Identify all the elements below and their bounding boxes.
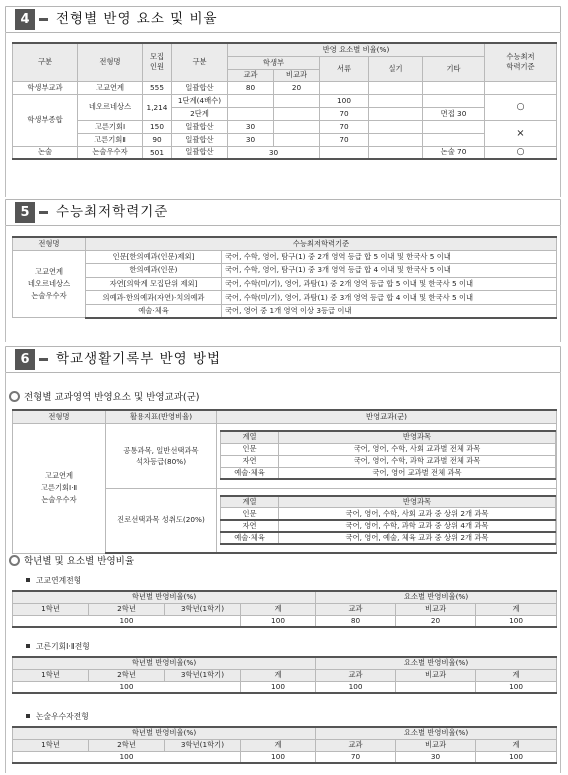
table-label	[26, 712, 89, 722]
cell: 80	[316, 615, 396, 627]
hdr-sil: 실기	[369, 56, 423, 81]
cell	[423, 81, 485, 94]
cell: 2단계	[172, 107, 228, 120]
cell: 국어, 수학(미/기), 영어, 과탐(1) 중 3개 영역 등급 합 4 이내 및 한국사 5 이내	[222, 291, 557, 305]
cell	[228, 94, 274, 107]
hdr-element-ratio: 요소별 반영비율(%)	[316, 657, 557, 669]
cell: 한의예과(인문)	[86, 264, 222, 278]
cell: 인문	[221, 508, 279, 520]
cell: 일괄합산	[172, 146, 228, 159]
hdr-jh: 전형명	[13, 410, 106, 423]
hdr-jh: 전형명	[78, 43, 143, 81]
cell: 논술우수자	[78, 146, 143, 159]
hdr-sum: 계	[241, 603, 316, 615]
cell: 국어, 영어, 예술, 체육 교과 중 상위 2개 과목	[279, 532, 556, 544]
square-bullet-icon	[26, 578, 30, 582]
cell: 진로선택과목 성취도(20%)	[106, 488, 217, 553]
label: 논술우수자전형	[36, 712, 89, 721]
hdr-element-ratio: 요소별 반영비율(%)	[316, 591, 557, 603]
table-row	[221, 532, 556, 544]
section-dash	[39, 18, 48, 21]
cell: 국어, 수학(미/기), 영어, 과탐(1) 중 2개 영역 등급 합 5 이내 및 한국사 5 이내	[222, 277, 557, 291]
section-title: 학교생활기록부 반영 방법	[56, 351, 222, 367]
hdr-seo: 서류	[320, 56, 369, 81]
cell: 고교연계	[78, 81, 143, 94]
cell	[274, 120, 320, 133]
cell: 자연[의학계 모집단위 제외]	[86, 277, 222, 291]
cell: 100	[476, 615, 557, 627]
cell	[274, 94, 320, 107]
section-number: 4	[15, 9, 35, 30]
hdr-y3: 3학년(1학기)	[165, 603, 241, 615]
subsection-title	[9, 391, 200, 404]
hdr-gita: 기타	[423, 56, 485, 81]
section-number: 5	[15, 202, 35, 223]
cell: 30	[228, 133, 274, 146]
hdr-indicator: 활용지표(반영비율)	[106, 410, 217, 423]
cell	[423, 120, 485, 133]
hdr-hsb: 학생부	[228, 56, 320, 69]
cell	[423, 94, 485, 107]
section-4-header	[5, 6, 561, 33]
label: 고른기회Ⅰ·Ⅱ전형	[36, 642, 90, 651]
hdr-element-ratio: 요소별 반영비율(%)	[316, 727, 557, 739]
cell: 자연	[221, 455, 279, 467]
cell	[217, 423, 557, 488]
hdr-gyo: 교과	[316, 669, 396, 681]
table-row	[13, 751, 557, 763]
cell: 100	[316, 681, 396, 693]
circle-bullet-icon	[9, 555, 20, 566]
cell: 공통과목, 일반선택과목 석차등급(80%)	[106, 423, 217, 488]
cell: 국어, 수학, 영어, 탐구(1) 중 3개 영역 등급 합 4 이내 및 한국사 5 이내	[222, 264, 557, 278]
hdr-sum2: 계	[476, 603, 557, 615]
hdr-bigyo: 비교과	[396, 739, 476, 751]
hdr-gubun: 구분	[13, 43, 78, 81]
table-row	[13, 264, 557, 278]
cell: 국어, 수학, 영어, 탐구(1) 중 2개 영역 등급 합 5 이내 및 한국사 5 이내	[222, 250, 557, 264]
section-5-header	[5, 199, 561, 226]
cell	[217, 488, 557, 553]
csat-mark: ○	[485, 94, 557, 120]
cell: 150	[143, 120, 172, 133]
table-row	[13, 133, 557, 146]
hdr-sum: 계	[241, 739, 316, 751]
hdr-sum2: 계	[476, 739, 557, 751]
section-number: 6	[15, 349, 35, 370]
cell: 일괄합산	[172, 81, 228, 94]
subject-area-table	[12, 409, 557, 554]
csat-mark: ×	[485, 120, 557, 146]
cell: 국어, 영어, 수학, 과학 교과 중 상위 4개 과목	[279, 520, 556, 532]
cell: 100	[320, 94, 369, 107]
hdr-sum2: 계	[476, 669, 557, 681]
table-row	[13, 120, 557, 133]
table-row	[13, 277, 557, 291]
section-6-header	[5, 346, 561, 373]
square-bullet-icon	[26, 644, 30, 648]
cell: 70	[320, 120, 369, 133]
cell: 인문	[221, 443, 279, 455]
hdr-subject: 반영과목	[279, 431, 556, 443]
cell: 100	[13, 751, 241, 763]
ratio-table	[12, 726, 557, 764]
hdr-mojip: 모집 인원	[143, 43, 172, 81]
cell	[274, 133, 320, 146]
hdr-y1: 1학년	[13, 603, 89, 615]
hdr-year-ratio: 학년별 반영비율(%)	[13, 727, 316, 739]
cell	[274, 107, 320, 120]
hdr-y1: 1학년	[13, 669, 89, 681]
cell: 100	[476, 751, 557, 763]
subsection-title	[9, 555, 134, 568]
cell: 70	[316, 751, 396, 763]
cell: 고른기회Ⅰ	[78, 120, 143, 133]
table-row	[221, 443, 556, 455]
table-row	[13, 681, 557, 693]
hdr-bigyo: 비교과	[396, 669, 476, 681]
cell: 고른기회Ⅱ	[78, 133, 143, 146]
cell: 예술·체육	[221, 532, 279, 544]
section-rule	[5, 373, 6, 773]
cell: 1,214	[143, 94, 172, 120]
cell: 555	[143, 81, 172, 94]
cell: 자연	[221, 520, 279, 532]
hdr-year-ratio: 학년별 반영비율(%)	[13, 657, 316, 669]
cell	[396, 681, 476, 693]
cell: 논술 70	[423, 146, 485, 159]
cell: 1단계(4배수)	[172, 94, 228, 107]
section-rule	[560, 373, 561, 773]
cell: 70	[320, 107, 369, 120]
cell	[423, 133, 485, 146]
hdr-gyo: 교과	[316, 739, 396, 751]
hdr-bigyo: 비교과	[274, 69, 320, 81]
hdr-gyo: 교과	[228, 69, 274, 81]
circle-bullet-icon	[9, 391, 20, 402]
cell	[228, 107, 274, 120]
cell: 20	[396, 615, 476, 627]
hdr-gyeyeol: 계열	[221, 431, 279, 443]
cell: 의예과·한의예과(자연)·치의예과	[86, 291, 222, 305]
section-title: 전형별 반영 요소 및 비율	[56, 11, 218, 27]
hdr-gubun2: 구분	[172, 43, 228, 81]
cell: 100	[241, 751, 316, 763]
table-label	[26, 576, 81, 586]
hdr-y3: 3학년(1학기)	[165, 669, 241, 681]
section-rule	[560, 33, 561, 197]
square-bullet-icon	[26, 714, 30, 718]
cell: 학생부종합	[13, 94, 78, 146]
cell	[369, 120, 423, 133]
cell	[320, 146, 369, 159]
csat-mark: ○	[485, 146, 557, 159]
section-title: 수능최저학력기준	[56, 204, 169, 220]
hdr-y3: 3학년(1학기)	[165, 739, 241, 751]
cell	[369, 107, 423, 120]
hdr-csat: 수능최저학력기준	[86, 237, 557, 250]
cell: 인문[한의예과(인문)제외]	[86, 250, 222, 264]
hdr-subject: 반영과목	[279, 496, 556, 508]
table-row	[221, 467, 556, 479]
cell: 20	[274, 81, 320, 94]
hdr-y2: 2학년	[89, 669, 165, 681]
table-row	[13, 81, 557, 94]
cell: 100	[241, 615, 316, 627]
cell: 국어, 영어, 수학, 사회 교과 중 상위 2개 과목	[279, 508, 556, 520]
table-row	[13, 291, 557, 305]
table-row	[13, 250, 557, 264]
hdr-jh: 전형명	[13, 237, 86, 250]
hdr-bigyo: 비교과	[396, 603, 476, 615]
cell: 100	[241, 681, 316, 693]
hdr-csat: 수능최저 학력기준	[485, 43, 557, 81]
table-row	[13, 146, 557, 159]
cell: 100	[13, 615, 241, 627]
cell	[320, 81, 369, 94]
cell: 100	[476, 681, 557, 693]
cell: 90	[143, 133, 172, 146]
cell: 예술·체육	[221, 467, 279, 479]
cell	[485, 81, 557, 94]
selection-ratio-table	[12, 42, 557, 160]
table-row	[13, 615, 557, 627]
cell	[369, 94, 423, 107]
hdr-ratio: 반영 요소별 비율(%)	[228, 43, 485, 56]
subsection-label: 전형별 교과영역 반영요소 및 반영교과(군)	[24, 392, 200, 403]
label: 고교연계전형	[36, 576, 82, 585]
table-label	[26, 642, 90, 652]
subsection-label: 학년별 및 요소별 반영비율	[24, 556, 135, 567]
hdr-sum: 계	[241, 669, 316, 681]
cell: 면접 30	[423, 107, 485, 120]
section-rule	[5, 33, 6, 197]
cell: 70	[320, 133, 369, 146]
ratio-table	[12, 656, 557, 694]
table-row	[221, 520, 556, 532]
cell: 100	[13, 681, 241, 693]
table-row	[13, 94, 557, 107]
cell: 국어, 영어 교과별 전체 과목	[279, 467, 556, 479]
cell: 고교연계 고른기회Ⅰ·Ⅱ 논술우수자	[13, 423, 106, 553]
section-dash	[39, 358, 48, 361]
table-row	[13, 304, 557, 318]
inner-subject-table	[220, 430, 556, 480]
csat-minimum-table	[12, 236, 557, 319]
cell: 고교연계 네오르네상스 논술우수자	[13, 250, 86, 318]
hdr-year-ratio: 학년별 반영비율(%)	[13, 591, 316, 603]
cell: 국어, 영어, 수학, 사회 교과별 전체 과목	[279, 443, 556, 455]
cell: 30	[396, 751, 476, 763]
cell: 국어, 영어 중 1개 영역 이상 3등급 이내	[222, 304, 557, 318]
table-row	[13, 423, 557, 488]
hdr-y2: 2학년	[89, 739, 165, 751]
inner-subject-table	[220, 495, 556, 545]
cell	[369, 146, 423, 159]
hdr-gyo: 교과	[316, 603, 396, 615]
cell: 네오르네상스	[78, 94, 143, 120]
section-rule	[5, 226, 6, 342]
section-rule	[560, 226, 561, 342]
cell: 80	[228, 81, 274, 94]
table-row	[221, 455, 556, 467]
hdr-y2: 2학년	[89, 603, 165, 615]
hdr-y1: 1학년	[13, 739, 89, 751]
cell: 501	[143, 146, 172, 159]
cell: 30	[228, 120, 274, 133]
section-dash	[39, 211, 48, 214]
cell	[369, 133, 423, 146]
cell: 일괄합산	[172, 120, 228, 133]
table-row	[221, 508, 556, 520]
cell: 예술·체육	[86, 304, 222, 318]
cell: 국어, 영어, 수학, 과학 교과별 전체 과목	[279, 455, 556, 467]
hdr-subjects: 반영교과(군)	[217, 410, 557, 423]
hdr-gyeyeol: 계열	[221, 496, 279, 508]
cell: 논술	[13, 146, 78, 159]
cell: 일괄합산	[172, 133, 228, 146]
cell: 30	[228, 146, 320, 159]
cell	[369, 81, 423, 94]
ratio-table	[12, 590, 557, 628]
cell: 학생부교과	[13, 81, 78, 94]
